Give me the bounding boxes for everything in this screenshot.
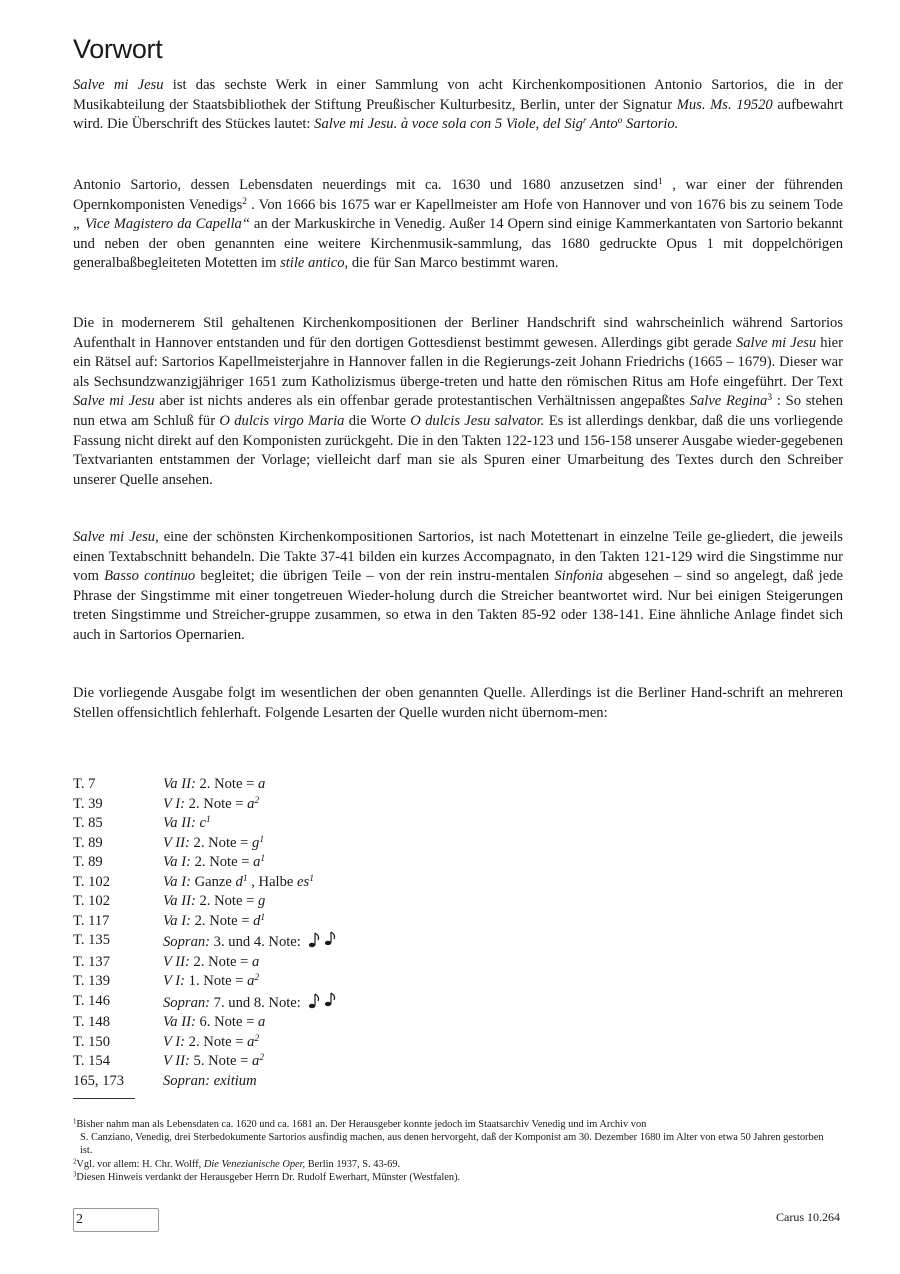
reading-text: 2. Note = [190, 854, 254, 870]
pitch: a [247, 795, 255, 812]
footnote-ref: 2 [242, 196, 247, 207]
reading [163, 912, 265, 932]
voice-name: Sopran: [163, 994, 211, 1011]
voice-name: V II: [163, 1053, 190, 1069]
pitch: g [257, 893, 266, 909]
footnote-ref: 1 [657, 176, 663, 187]
voice-name: Va II: [163, 1014, 196, 1030]
reading [163, 853, 265, 873]
reading-text: 1. Note = [185, 973, 248, 989]
footnote-number: 2 [73, 1157, 77, 1165]
eighth-notes-icon [307, 992, 337, 1010]
text: Die in modernerem Stil gehaltenen Kirchenkompositionen der Berliner Handschrift sind wahrscheinlich während Sartorios Aufenthalt in Hannover entstanden und für den dortigen Gottesdienst bestimmt gewesen. Allerdings gibt gerade [73, 315, 843, 351]
voice-name: Va II: [163, 776, 196, 792]
paragraph-context [73, 314, 843, 490]
text: begleitet; die übrigen Teile – von der rein instru-mentalen [195, 568, 555, 585]
work-title: Salve mi Jesu [735, 334, 817, 351]
variant-reading-row [73, 912, 493, 932]
footnote-2 [73, 1158, 833, 1171]
term: Sinfonia [554, 568, 604, 585]
reading-text: 2. Note = [195, 893, 258, 909]
bar-number: T. 85 [73, 815, 103, 831]
text: hier ein Rätsel auf: Sartorios Kapellmeisterjahre in Hannover fallen in die Regierungs-zeit Johann Friedrichs (1665 – 1679). Dieser war als Sechsundzwanzigjähriger 1651 zum Katholizismus überge-treten und hatte den römischen Ritus am Hofe eingeführt. Der Text [73, 334, 843, 390]
reading [163, 1033, 259, 1053]
text: ist das sechste Werk in einer Sammlung von acht Kirchenkompositionen Antonio Sartorios, die in der Musikabteilung der Staatsbibliothek der Stiftung Preußischer Kulturbesitz, Berlin, unter der Signatur [73, 77, 843, 113]
pitch: d [253, 912, 261, 929]
text: aufbewahrt wird. Die Überschrift des Stückes lautet: [73, 96, 843, 133]
variant-reading-row [73, 931, 493, 953]
catalog-number: Carus 10.264 [776, 1210, 840, 1224]
paragraph-edition: Die vorliegende Ausgabe folgt im wesentlichen der oben genannten Quelle. Allerdings ist die Berliner Hand-schrift an mehreren Stellen offensichtlich fehlerhaft. Folgende Lesarten der Quelle wurden nicht übernom-men: [73, 685, 843, 721]
reading-text: 2. Note = [185, 795, 248, 812]
voice-name: Va I: [163, 854, 191, 870]
quote: O dulcis virgo Maria [219, 412, 345, 429]
footnote-ref: 3 [767, 393, 773, 404]
bar-number: T. 39 [73, 795, 103, 812]
bar-number: T. 150 [73, 1033, 111, 1050]
octave-mark: 2 [259, 1052, 265, 1063]
variant-reading-row [73, 1052, 493, 1072]
octave-mark: 1 [205, 814, 211, 825]
reading [163, 814, 211, 834]
text: , die für San Marco bestimmt waren. [344, 255, 559, 272]
variant-reading-row [73, 953, 493, 973]
variant-reading-row [73, 834, 493, 854]
variant-reading-row [73, 814, 493, 834]
quote: O dulcis Jesu salvator. [410, 412, 545, 429]
text: an der Markuskirche in Venedig. Außer 14 Opern sind einige Kammerkantaten von Sartorio bekannt und neben der oben genannten eine weitere Kirchenmusik-sammlung, das 1680 gedruckte Opus 1 mit doppelchörigen generalbaßbegleiteten Motetten im [73, 216, 843, 272]
pitch: a [247, 973, 255, 989]
footnote-number: 1 [73, 1118, 77, 1126]
reading [163, 953, 259, 973]
reading-text: 2. Note = [189, 953, 253, 970]
bar-number: T. 102 [73, 873, 111, 890]
footnote-1 [73, 1118, 833, 1158]
footnote-divider [73, 1098, 135, 1099]
voice-name: Va II: [163, 815, 196, 831]
octave-mark: 1 [260, 853, 266, 864]
pitch: c [199, 815, 206, 831]
pitch: a [247, 1033, 255, 1050]
page-title: Vorwort [73, 34, 163, 64]
pitch: g [252, 834, 260, 851]
pitch: a [252, 953, 260, 970]
footnote-text: Bisher nahm man als Lebensdaten ca. 1620 und ca. 1681 an. Der Herausgeber konnte jedoch im Staatsarchiv Venedig und im Archiv von [76, 1119, 647, 1130]
reading-text: 2. Note = [185, 1033, 248, 1050]
reading-text: 3. und 4. Note: [210, 934, 301, 950]
footnote-text: Berlin 1937, S. 43-69. [305, 1158, 401, 1170]
text: : So stehen nun etwa am Schluß für [73, 393, 844, 429]
text: . Von 1666 bis 1675 war er Kapellmeister am Hofe von Hannover und von 1676 bis zu seinem Tode [247, 196, 843, 213]
bar-number: T. 148 [73, 1014, 111, 1030]
reading [163, 972, 259, 992]
pitch: a [253, 854, 261, 870]
variant-reading-row [73, 1013, 493, 1033]
variant-reading-row [73, 992, 493, 1014]
superscript: r [582, 115, 587, 126]
variant-reading-row [73, 972, 493, 992]
voice-name: V I: [163, 1033, 186, 1050]
heading-quote: Salve mi Jesu. à voce sola con 5 Viole, del Sig [314, 116, 583, 133]
paragraph-source [73, 76, 843, 135]
work-title: Salve mi Jesu [73, 393, 155, 410]
octave-mark: 1 [309, 873, 314, 884]
reading [163, 1013, 265, 1033]
pitch: exitium [213, 1072, 257, 1089]
voice-name: Sopran: [163, 1072, 211, 1089]
reading-text: Ganze [190, 873, 236, 890]
text: Es ist allerdings denkbar, daß die uns vorliegende Fassung nicht direkt auf den Komponisten zurückgeht. Die in den Takten 122-123 und 156-158 unserer Ausgabe wieder-gegebenen Textvarianten entstammen der Vorlage; vielleicht darf man sie als Spuren einer Umarbeitung des Textes durch den Schreiber unserer Quelle ansehen. [73, 412, 843, 488]
bar-number: T. 89 [73, 834, 103, 851]
footnotes [73, 1118, 833, 1184]
reading [163, 892, 265, 912]
pitch: d [235, 873, 243, 890]
reading [163, 1052, 264, 1072]
reading-text: 2. Note = [195, 776, 258, 792]
paragraph-biography [73, 176, 843, 274]
heading-quote: Sartorio. [622, 116, 679, 133]
reading [163, 795, 259, 815]
variant-readings-list [73, 775, 493, 1091]
voice-name: V I: [163, 795, 186, 812]
reading-text: 6. Note = [195, 1014, 258, 1030]
bar-number: T. 135 [73, 932, 111, 948]
text: abgesehen – sind so angelegt, daß jede Phrase der Singstimme mit einer tongetreuen Wieder-holung durch die Streicher beantwortet wird. Nur bei einigen Steigerungen treten Singstimme und Streicher-gruppe zusammen, so etwa in den Takten 85-92 oder 138-141. Eine ähnliche Anlage findet sich auch in Sartorios Opernarien. [73, 568, 843, 643]
voice-name: Va I: [163, 873, 191, 890]
reading-text: 2. Note = [189, 834, 253, 851]
reading [163, 873, 314, 893]
pitch: a [257, 776, 266, 792]
voice-name: V I: [163, 973, 186, 989]
reading [163, 775, 265, 795]
bar-number: T. 139 [73, 973, 111, 989]
voice-name: Va II: [163, 893, 196, 909]
bar-number: T. 146 [73, 992, 111, 1009]
voice-name: Sopran: [163, 934, 211, 950]
octave-mark: 1 [260, 912, 266, 923]
work-title: Salve mi Jesu [73, 77, 164, 93]
reading [163, 931, 337, 953]
bar-number: T. 137 [73, 953, 111, 970]
superscript: o [617, 115, 623, 126]
octave-mark: 2 [254, 972, 260, 983]
text: die Worte [344, 412, 411, 429]
variant-reading-row [73, 1033, 493, 1053]
bar-number: T. 117 [73, 912, 110, 929]
voice-name: Va I: [163, 912, 191, 929]
reading-text: 7. und 8. Note: [210, 994, 301, 1011]
bar-number: T. 7 [73, 776, 96, 792]
reading [163, 1072, 257, 1092]
octave-mark: 2 [254, 1033, 260, 1044]
term: stile antico [280, 255, 345, 272]
reading-text: 2. Note = [190, 912, 254, 929]
reading [163, 992, 337, 1014]
text: Antonio Sartorio, dessen Lebensdaten neuerdings mit ca. 1630 und 1680 anzusetzen sind [73, 177, 658, 193]
paragraph-structure [73, 528, 843, 646]
variant-reading-row [73, 1072, 493, 1092]
page-number: 2 [73, 1208, 159, 1232]
signature: Mus. Ms. 19520 [676, 96, 773, 113]
text: , war einer der führenden Opernkomponisten Venedigs [73, 177, 843, 213]
text: aber ist nichts anderes als ein offenbar gerade protestantischen Verhältnissen angepaßtes [154, 393, 690, 410]
variant-reading-row [73, 775, 493, 795]
bar-number: 165, 173 [73, 1072, 125, 1089]
work-title: Salve Regina [689, 393, 768, 410]
variant-reading-row [73, 795, 493, 815]
variant-reading-row [73, 853, 493, 873]
pitch: a [252, 1053, 260, 1069]
book-title: Die Venezianische Oper, [203, 1158, 306, 1170]
term: Basso continuo [104, 568, 196, 585]
voice-name: V II: [163, 834, 190, 851]
bar-number: T. 89 [73, 854, 103, 870]
reading-text: , Halbe [247, 873, 298, 890]
footnote-3 [73, 1171, 833, 1184]
eighth-notes-icon [307, 931, 337, 949]
pitch: a [257, 1014, 266, 1030]
octave-mark: 1 [242, 873, 248, 884]
octave-mark: 1 [259, 834, 265, 845]
footnote-text: Diesen Hinweis verdankt der Herausgeber Herrn Dr. Rudolf Ewerhart, Münster (Westfalen). [76, 1171, 461, 1183]
heading-quote: Anto [586, 116, 618, 133]
footnote-text: S. Canziano, Venedig, drei Sterbedokumente Sartorios ausfindig machen, aus denen hervorgeht, daß der Komponist am 30. Dezember 1680 im Alter von etwa 50 Jahren gestorben ist. [80, 1132, 824, 1157]
variant-reading-row [73, 892, 493, 912]
variant-reading-row [73, 873, 493, 893]
reading [163, 834, 264, 854]
footnote-number: 3 [73, 1171, 77, 1179]
text: eine der schönsten Kirchenkompositionen Sartorios, ist nach Motettenart in einzelne Teile ge-gliedert, die jeweils einen Textabschnitt behandeln. Die Takte 37-41 bilden ein kurzes Accompagnato, in den Takten 121-129 wird die Singstimme nur vom [73, 529, 843, 585]
pitch: es [297, 873, 310, 890]
footnote-text: Vgl. vor allem: H. Chr. Wolff, [76, 1158, 204, 1170]
reading-text: 5. Note = [189, 1053, 253, 1069]
work-title: Salve mi Jesu, [73, 529, 159, 545]
quote: „ Vice Magistero da Capella“ [73, 216, 250, 233]
voice-name: V II: [163, 953, 190, 970]
bar-number: T. 154 [73, 1053, 111, 1069]
bar-number: T. 102 [73, 893, 111, 909]
octave-mark: 2 [254, 795, 260, 806]
